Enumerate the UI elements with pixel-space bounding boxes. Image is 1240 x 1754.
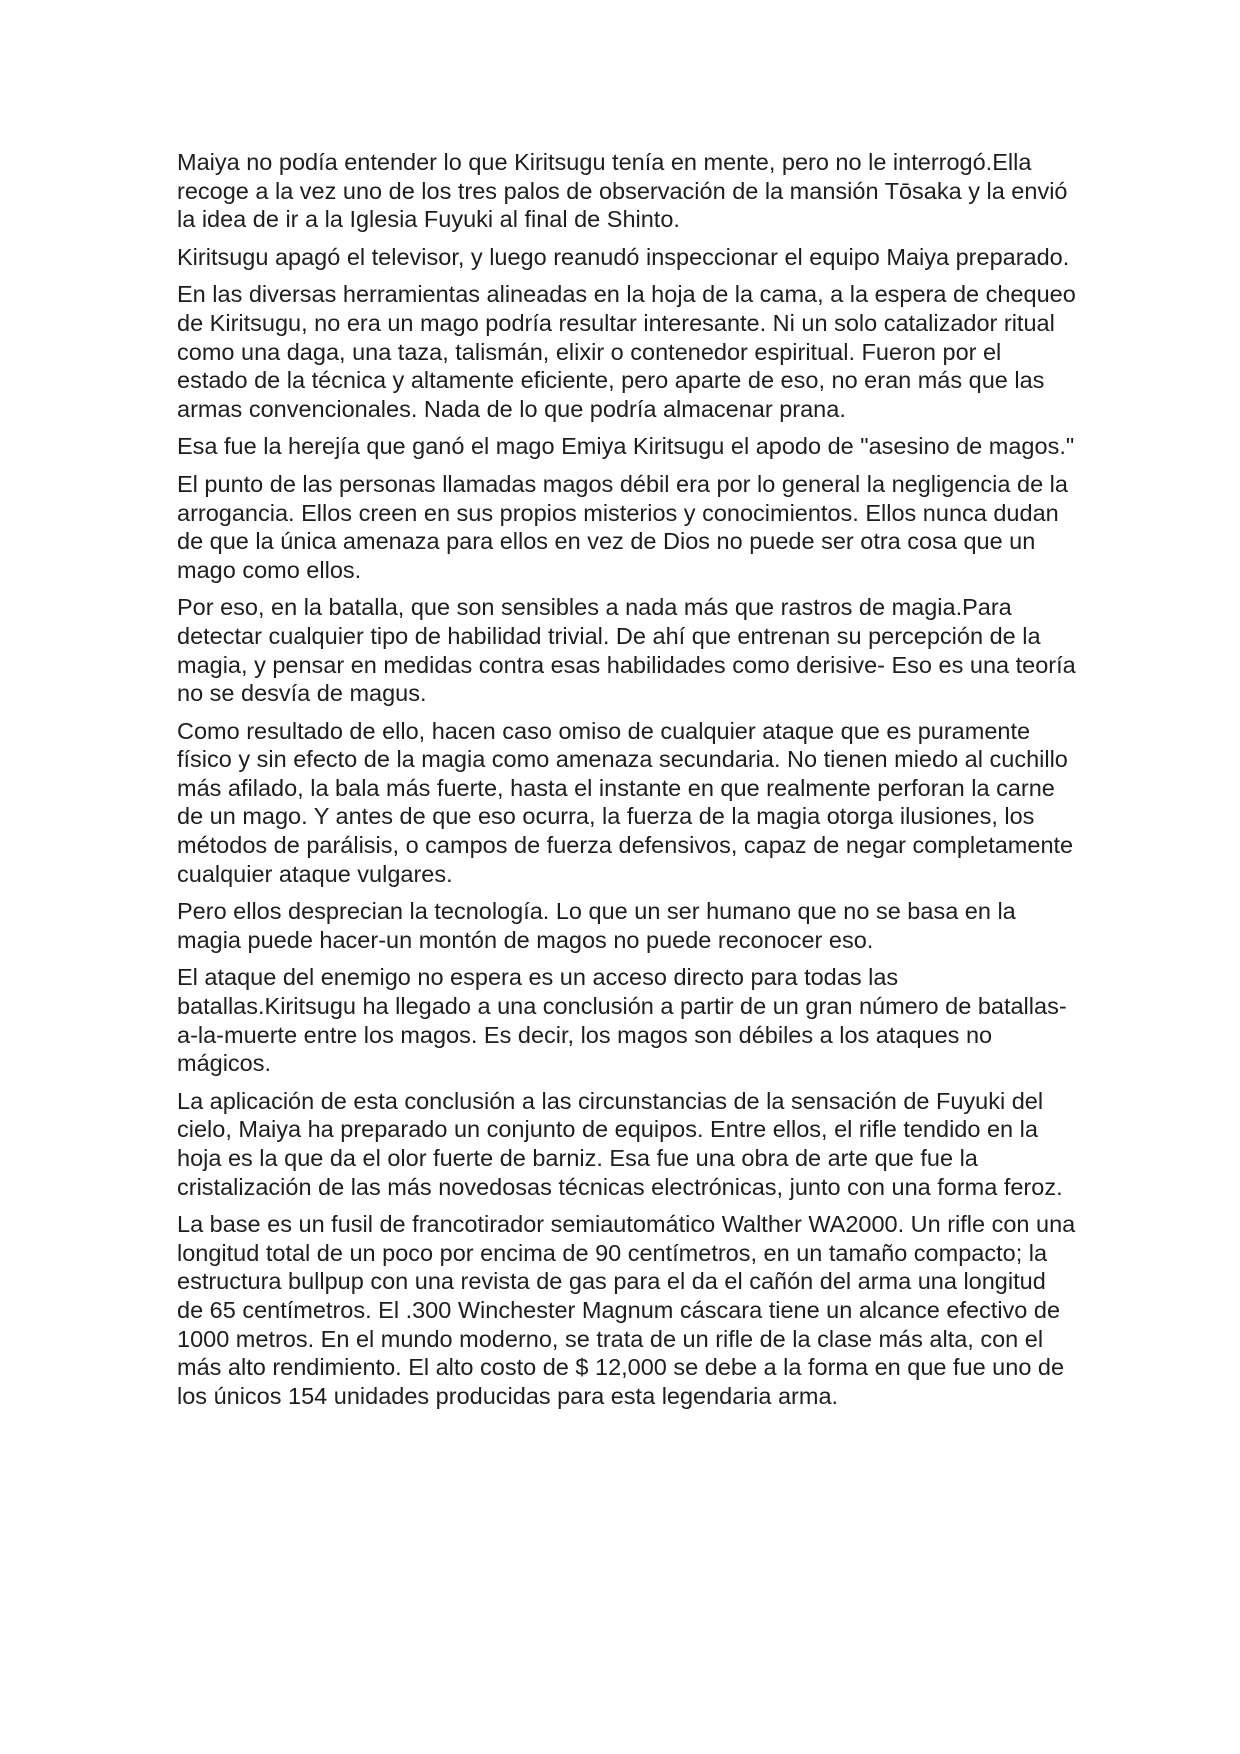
paragraph: Como resultado de ello, hacen caso omiso de cualquier ataque que es puramente físico y sin efecto de la magia como amenaza secundaria. No tienen miedo al cuchillo más afilado, la bala más fuerte, hasta el instante en que realmente perforan la carne de un mago. Y antes de que eso ocurra, la fuerza de la magia otorga ilusiones, los métodos de parálisis, o campos de fuerza defensivos, capaz de negar completamente cualquier ataque vulgares. [177, 717, 1074, 887]
paragraph: Esa fue la herejía que ganó el mago Emiya Kiritsugu el apodo de "asesino de magos." [177, 433, 1075, 460]
paragraph: El punto de las personas llamadas magos débil era por lo general la negligencia de la arrogancia. Ellos creen en sus propios misterios y conocimientos. Ellos nunca dudan de que la única amenaza para ellos en vez de Dios no puede ser otra cosa que un mago como ellos. [177, 470, 1068, 583]
paragraph: Por eso, en la batalla, que son sensibles a nada más que rastros de magia.Para detectar cualquier tipo de habilidad trivial. De ahí que entrenan su percepción de la magia, y pensar en medidas contra esas habilidades como derisive- Eso es una teoría no se desvía de magus. [177, 594, 1076, 707]
paragraph: La base es un fusil de francotirador semiautomático Walther WA2000. Un rifle con una longitud total de un poco por encima de 90 centímetros, en un tamaño compacto; la estructura bullpup con una revista de gas para el da el cañón del arma una longitud de 65 centímetros. El .300 Winchester Magnum cáscara tiene un alcance efectivo de 1000 metros. En el mundo moderno, se trata de un rifle de la clase más alta, con el más alto rendimiento. El alto costo de $ 12,000 se debe a la forma en que fue uno de los únicos 154 unidades producidas para esta legendaria arma. [177, 1211, 1076, 1409]
paragraph: Kiritsugu apagó el televisor, y luego reanudó inspeccionar el equipo Maiya preparado. [177, 243, 1070, 270]
body-text [177, 148, 1077, 1419]
paragraph: Maiya no podía entender lo que Kiritsugu tenía en mente, pero no le interrogó.Ella recoge a la vez uno de los tres palos de observación de la mansión Tōsaka y la envió la idea de ir a la Iglesia Fuyuki al final de Shinto. [177, 149, 1068, 233]
paragraph: La aplicación de esta conclusión a las circunstancias de la sensación de Fuyuki del cielo, Maiya ha preparado un conjunto de equipos. Entre ellos, el rifle tendido en la hoja es la que da el olor fuerte de barniz. Esa fue una obra de arte que fue la cristalización de las más novedosas técnicas electrónicas, junto con una forma feroz. [177, 1087, 1063, 1200]
paragraph: Pero ellos desprecian la tecnología. Lo que un ser humano que no se basa en la magia puede hacer-un montón de magos no puede reconocer eso. [177, 898, 1016, 953]
paragraph: El ataque del enemigo no espera es un acceso directo para todas las batallas.Kiritsugu ha llegado a una conclusión a partir de un gran número de batallas-a-la-muerte entre los magos. Es decir, los magos son débiles a los ataques no mágicos. [177, 964, 1067, 1077]
paragraph: En las diversas herramientas alineadas en la hoja de la cama, a la espera de chequeo de Kiritsugu, no era un mago podría resultar interesante. Ni un solo catalizador ritual como una daga, una taza, talismán, elixir o contenedor espiritual. Fueron por el estado de la técnica y altamente eficiente, pero aparte de eso, no eran más que las armas convencionales. Nada de lo que podría almacenar prana. [177, 281, 1076, 422]
